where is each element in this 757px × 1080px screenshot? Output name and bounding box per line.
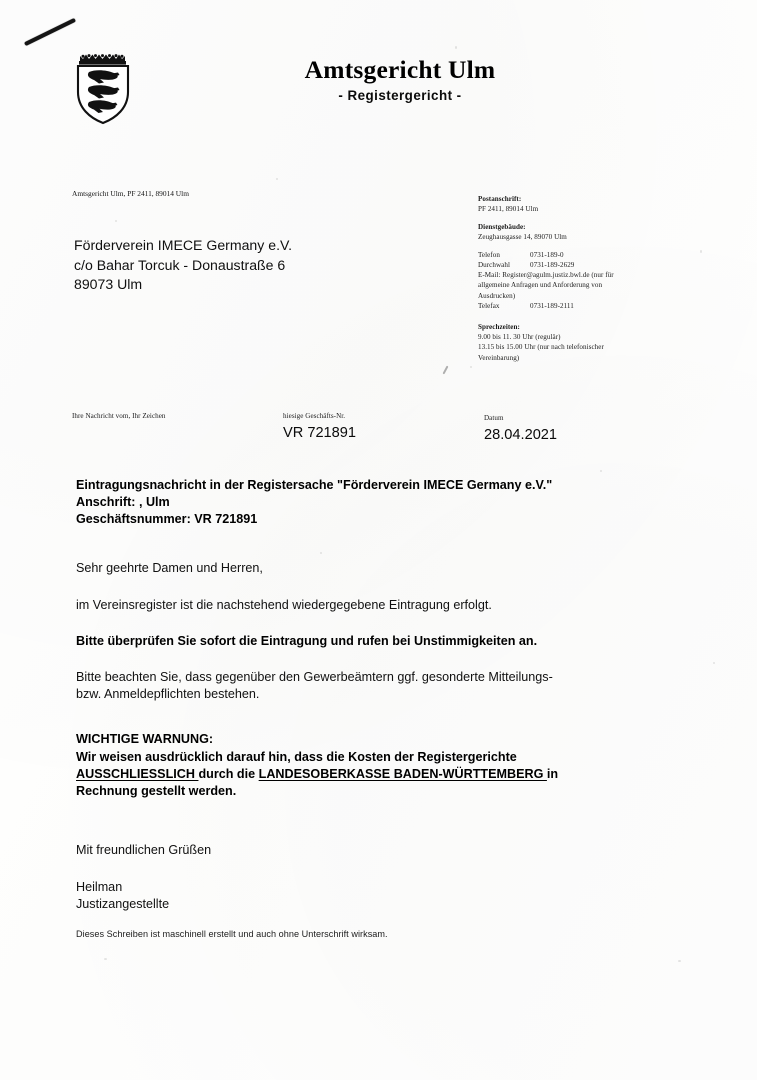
signer-role: Justizangestellte: [76, 897, 170, 911]
fax-label: Telefax: [478, 301, 500, 310]
baden-wuerttemberg-coat-of-arms-icon: [74, 52, 132, 126]
dust-speck: [276, 178, 278, 180]
case-number-field: [283, 411, 356, 443]
office-hours-label: Sprechzeiten:: [478, 323, 520, 332]
telecom-group: [478, 250, 668, 311]
dust-speck: [320, 552, 322, 554]
date-label: Datum: [484, 414, 504, 422]
phone-label: Telefon: [478, 250, 500, 259]
intro-paragraph: im Vereinsregister ist die nachstehend wiedergegebene Eintragung erfolgt.: [76, 598, 492, 612]
subject-line-2: Anschrift: , Ulm: [76, 495, 170, 509]
postal-address-label: Postanschrift:: [478, 195, 522, 203]
email-line-2: allgemeine Anfragen und Anforderung von: [478, 281, 603, 290]
dust-speck: [470, 366, 472, 368]
warning-line-1: Wir weisen ausdrücklich darauf hin, dass die Kosten der Registergerichte: [76, 750, 517, 764]
notice-line-2: bzw. Anmeldepflichten bestehen.: [76, 687, 260, 701]
warning-line-2: [76, 766, 666, 783]
date-field: [484, 413, 557, 445]
dust-speck: [455, 46, 457, 49]
direct-dial-row: [478, 260, 668, 270]
office-hours-line-3: Vereinbarung): [478, 353, 520, 362]
recipient-line-2: c/o Bahar Torcuk - Donaustraße 6: [74, 256, 286, 273]
page-title: Amtsgericht Ulm: [304, 55, 496, 84]
court-contact-block: [478, 194, 668, 370]
closing-greeting: Mit freundlichen Grüßen: [76, 843, 212, 857]
postal-address-group: [478, 194, 668, 214]
your-reference-label: Ihre Nachricht vom, Ihr Zeichen: [72, 412, 166, 420]
document-title-block: [190, 56, 610, 104]
subject-line-1: Eintragungsnachricht in der Registersache "Förderverein IMECE Germany e.V.": [76, 478, 553, 492]
pen-stroke-artifact: [24, 18, 76, 46]
direct-dial-label: Durchwahl: [478, 261, 510, 270]
dust-speck: [104, 958, 107, 960]
dust-speck: [700, 250, 702, 253]
fax-row: [478, 301, 668, 311]
case-number-value: VR 721891: [283, 425, 357, 442]
email-line-3: Ausdrucken): [478, 291, 516, 300]
dust-speck: [713, 662, 715, 664]
fax-value: 0731-189-2111: [530, 301, 574, 310]
dust-speck: [600, 470, 602, 472]
office-address-group: [478, 222, 668, 242]
case-number-label: hiesige Geschäfts-Nr.: [283, 412, 346, 420]
recipient-address-block: [74, 236, 292, 295]
date-value: 28.04.2021: [484, 427, 558, 444]
verification-request-paragraph: Bitte überprüfen Sie sofort die Eintragung und rufen bei Unstimmigkeiten an.: [76, 634, 538, 648]
warning-line-2-end: in: [546, 767, 559, 781]
subject-line-3: Geschäftsnummer: VR 721891: [76, 512, 258, 526]
notice-line-1: Bitte beachten Sie, dass gegenüber den Gewerbeämtern ggf. gesonderte Mitteilungs-: [76, 670, 553, 684]
warning-line-3: Rechnung gestellt werden.: [76, 784, 237, 798]
warning-title: WICHTIGE WARNUNG:: [76, 732, 214, 746]
office-hours-group: [478, 322, 668, 363]
page-subtitle: - Registergericht -: [338, 88, 462, 103]
faint-ink-mark-artifact: [443, 366, 449, 375]
warning-emphasis-exclusively: AUSSCHLIESSLICH: [76, 767, 199, 781]
machine-generated-footnote: Dieses Schreiben ist maschinell erstellt und auch ohne Unterschrift wirksam.: [76, 929, 388, 939]
sender-return-address: Amtsgericht Ulm, PF 2411, 89014 Ulm: [72, 189, 189, 198]
recipient-line-3: 89073 Ulm: [74, 276, 143, 292]
warning-emphasis-landesoberkasse: LANDESOBERKASSE BADEN-WÜRTTEMBERG: [258, 767, 547, 781]
office-hours-line-1: 9.00 bis 11. 30 Uhr (regulär): [478, 333, 561, 342]
warning-line-2-mid: durch die: [198, 767, 259, 781]
dust-speck: [678, 960, 681, 962]
trade-office-notice-paragraph: [76, 669, 656, 703]
office-address-label: Dienstgebäude:: [478, 222, 526, 231]
phone-row: [478, 250, 668, 260]
direct-dial-value: 0731-189-2629: [530, 261, 575, 270]
recipient-line-1: Förderverein IMECE Germany e.V.: [74, 237, 293, 253]
phone-value: 0731-189-0: [530, 250, 564, 259]
signer-name: Heilman: [76, 880, 123, 894]
email-line-1: E-Mail: Register@agulm.justiz.bwl.de (nur für: [478, 271, 614, 280]
salutation: Sehr geehrte Damen und Herren,: [76, 561, 263, 575]
your-reference-field: [72, 411, 166, 423]
dust-speck: [115, 220, 117, 222]
subject-block: [76, 477, 676, 528]
office-hours-line-2: 13.15 bis 15.00 Uhr (nur nach telefonischer: [478, 343, 604, 352]
signer-block: [76, 879, 169, 913]
postal-address-value: PF 2411, 89014 Ulm: [478, 205, 539, 214]
office-address-value: Zeughausgasse 14, 89070 Ulm: [478, 233, 567, 242]
important-warning-block: [76, 731, 666, 800]
